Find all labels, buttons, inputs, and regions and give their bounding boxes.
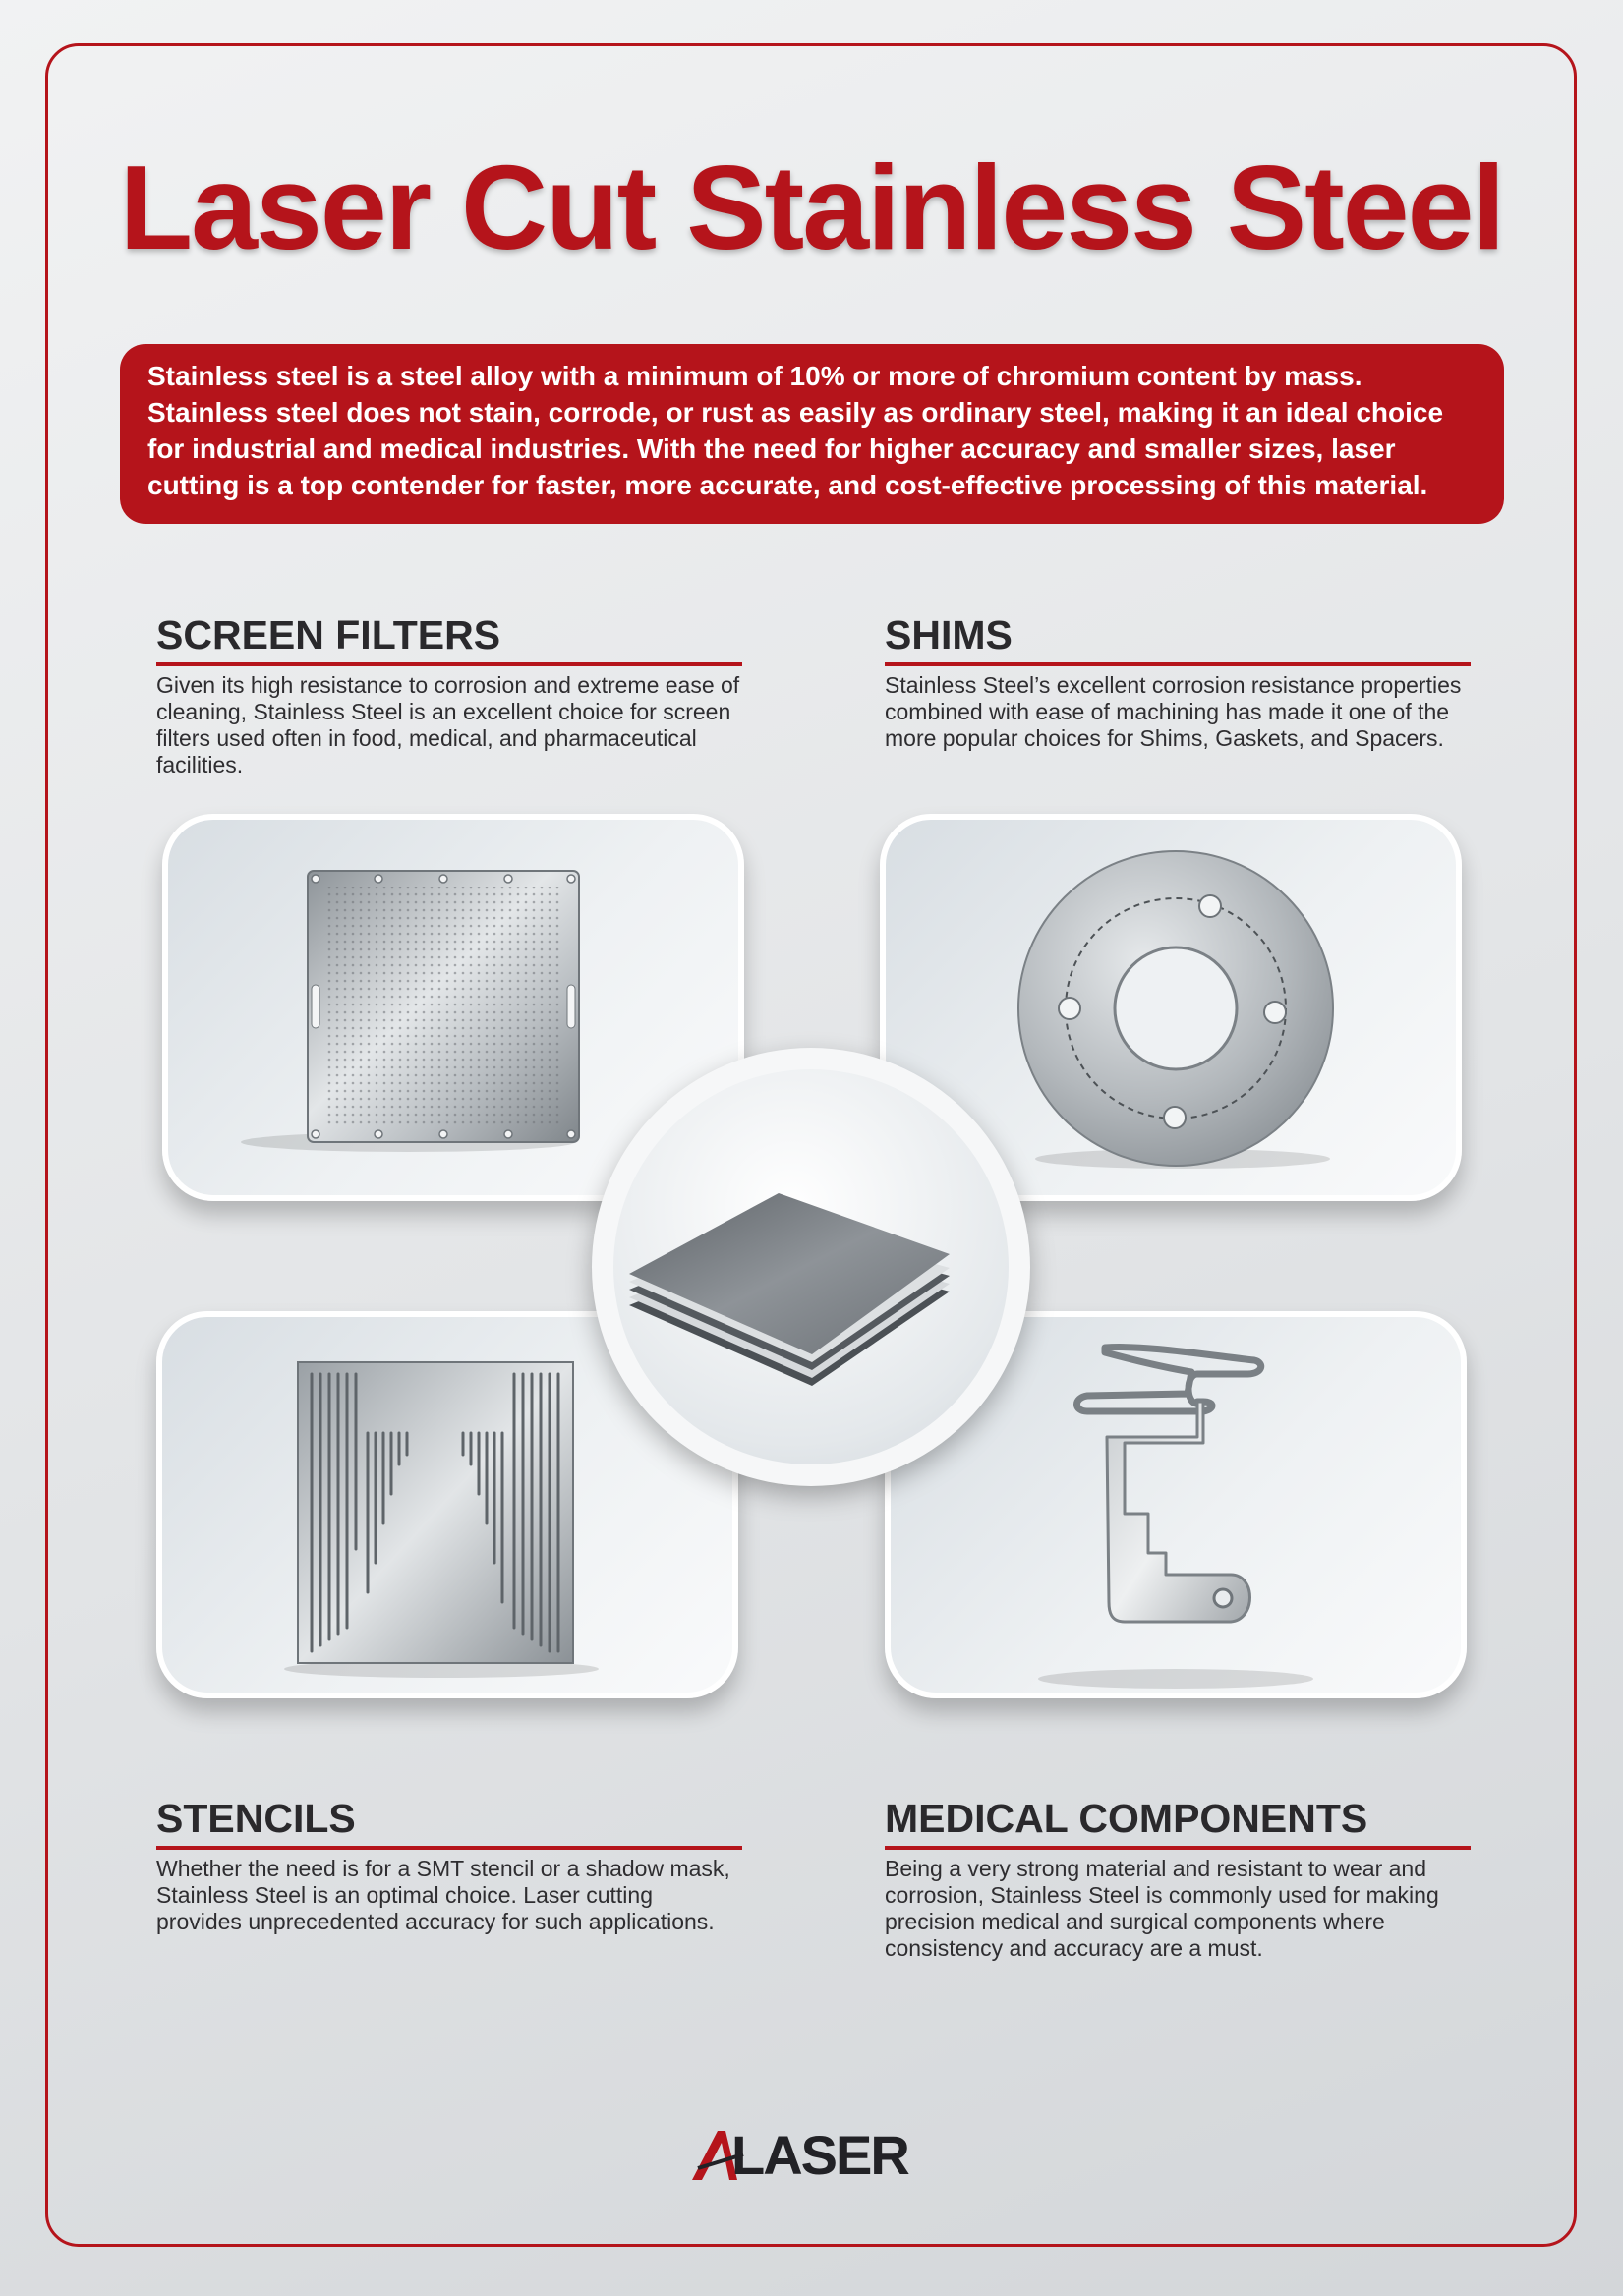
section-screen-filters <box>156 611 742 778</box>
intro-banner: Stainless steel is a steel alloy with a minimum of 10% or more of chromium content by mass. Stainless steel does not stain, corrode, or rust as easily as ordinary steel, making it an ideal choice for industrial and medical industries. With the need for higher accuracy and smaller sizes, laser cutting is a top contender for faster, more accurate, and cost-effective processing of this material. <box>120 344 1504 524</box>
section-text: Stainless Steel’s excellent corrosion resistance properties combined with ease of machining has made it one of the more popular choices for Shims, Gaskets, and Spacers. <box>885 672 1462 751</box>
section-heading: SCREEN FILTERS <box>156 611 742 666</box>
section-heading: MEDICAL COMPONENTS <box>885 1795 1471 1850</box>
section-text: Given its high resistance to corrosion and extreme ease of cleaning, Stainless Steel is an excellent choice for screen filters used often in food, medical, and pharmaceutical facilities. <box>156 672 740 777</box>
a-laser-logo <box>688 2125 934 2186</box>
section-shims <box>885 611 1471 752</box>
logo-wordmark: LASER <box>731 2124 908 2186</box>
section-text: Whether the need is for a SMT stencil or a shadow mask, Stainless Steel is an optimal choice. Laser cutting provides unprecedented accuracy for such applications. <box>156 1856 730 1934</box>
section-heading: STENCILS <box>156 1795 742 1850</box>
section-medical-components <box>885 1795 1471 1962</box>
section-text: Being a very strong material and resistant to wear and corrosion, Stainless Steel is commonly used for making precision medical and surgical components where consistency and accuracy are a must. <box>885 1856 1439 1961</box>
section-stencils <box>156 1795 742 1935</box>
section-heading: SHIMS <box>885 611 1471 666</box>
page-title: Laser Cut Stainless Steel <box>119 141 1504 274</box>
center-sheet-medallion <box>592 1048 1030 1486</box>
stainless-sheets-illustration <box>592 1048 1030 1486</box>
